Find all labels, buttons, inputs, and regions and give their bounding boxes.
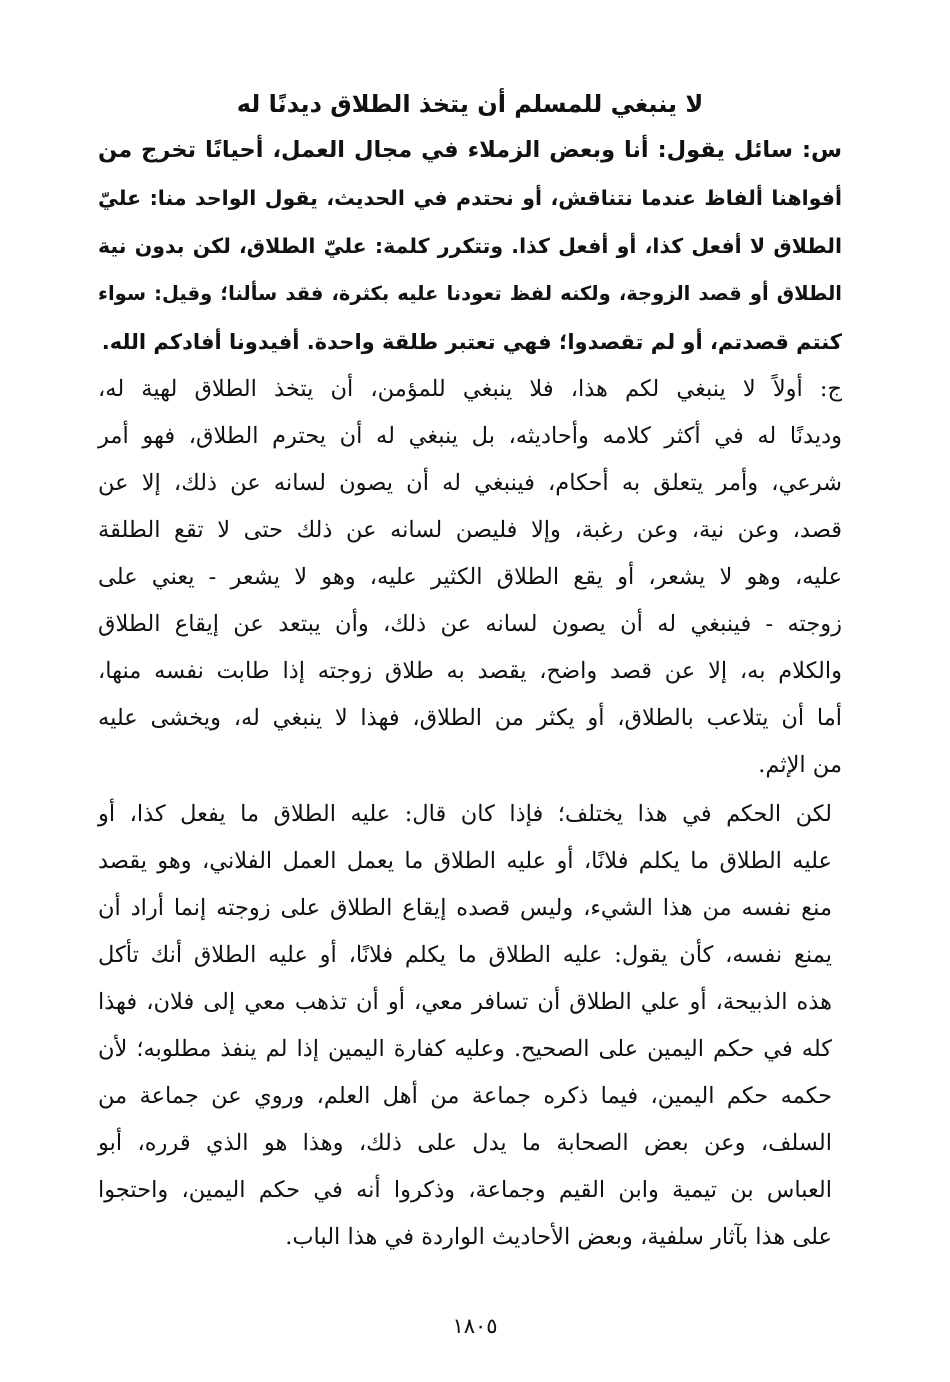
answer-line: قصد، وعن نية، وعن رغبة، وإلا فليصن لسانه عن ذلك حتى لا تقع الطلقة xyxy=(98,517,842,543)
answer-line: منع نفسه من هذا الشيء، وليس قصده إيقاع الطلاق على زوجته إنما أراد أن xyxy=(98,895,832,921)
answer-line: هذه الذبيحة، أو علي الطلاق أن تسافر معي، أو أن تذهب معي إلى فلان، فهذا xyxy=(98,989,832,1015)
answer-line: وديدنًا له في أكثر كلامه وأحاديثه، بل ينبغي له أن يحترم الطلاق، فهو أمر xyxy=(98,423,842,449)
answer-line: أما أن يتلاعب بالطلاق، أو يكثر من الطلاق، فهذا لا ينبغي له، ويخشى عليه xyxy=(98,705,842,731)
answer-line: زوجته - فينبغي له أن يصون لسانه عن ذلك، وأن يبتعد عن إيقاع الطلاق xyxy=(98,611,842,637)
answer-line: العباس بن تيمية وابن القيم وجماعة، وذكروا أنه في حكم اليمين، واحتجوا xyxy=(98,1177,832,1203)
question-line: س: سائل يقول: أنا وبعض الزملاء في مجال العمل، أحيانًا تخرج من xyxy=(98,137,842,163)
answer-line: والكلام به، إلا عن قصد واضح، يقصد به طلاق زوجته إذا طابت نفسه منها، xyxy=(98,658,842,684)
answer-line: ج: أولاً لا ينبغي لكم هذا، فلا ينبغي للمؤمن، أن يتخذ الطلاق لهية له، xyxy=(98,376,842,402)
page-body xyxy=(98,82,842,1261)
answer-paragraph-1 xyxy=(98,366,842,789)
question-line: كنتم قصدتم، أو لم تقصدوا؛ فهي تعتبر طلقة واحدة. أفيدونا أفادكم الله. xyxy=(101,330,842,354)
answer-line: عليه، وهو لا يشعر، أو يقع الطلاق الكثير عليه، وهو لا يشعر - يعني على xyxy=(98,564,842,590)
question-paragraph xyxy=(98,126,842,366)
answer-line: حكمه حكم اليمين، فيما ذكره جماعة من أهل العلم، وروي عن جماعة من xyxy=(98,1083,832,1109)
answer-line: عليه الطلاق ما يكلم فلانًا، أو عليه الطلاق ما يعمل العمل الفلاني، وهو يقصد xyxy=(98,848,832,874)
answer-line: يمنع نفسه، كأن يقول: عليه الطلاق ما يكلم فلانًا، أو عليه الطلاق أنك تأكل xyxy=(98,942,832,968)
answer-line: كله في حكم اليمين على الصحيح. وعليه كفارة اليمين إذا لم ينفذ مطلوبه؛ لأن xyxy=(98,1036,832,1062)
answer-line: لكن الحكم في هذا يختلف؛ فإذا كان قال: عليه الطلاق ما يفعل كذا، أو xyxy=(98,801,832,827)
fatwa-title: لا ينبغي للمسلم أن يتخذ الطلاق ديدنًا له xyxy=(236,90,704,118)
answer-line: السلف، وعن بعض الصحابة ما يدل على ذلك، وهذا هو الذي قرره، أبو xyxy=(98,1130,832,1156)
question-line: أفواهنا ألفاظ عندما نتناقش، أو نحتدم في الحديث، يقول الواحد منا: عليّ xyxy=(98,186,842,210)
page-number: ١٨٠٥ xyxy=(452,1314,498,1338)
answer-paragraph-2 xyxy=(98,791,842,1261)
answer-line: شرعي، وأمر يتعلق به أحكام، فينبغي له أن يصون لسانه عن ذلك، إلا عن xyxy=(98,470,842,496)
question-line: الطلاق أو قصد الزوجة، ولكنه لفظ تعودنا عليه بكثرة، فقد سألنا؛ وقيل: سواء xyxy=(98,282,842,305)
answer-line: من الإثم. xyxy=(758,752,842,778)
answer-line: على هذا بآثار سلفية، وبعض الأحاديث الواردة في هذا الباب. xyxy=(285,1224,832,1250)
question-line: الطلاق لا أفعل كذا، أو أفعل كذا. وتتكرر كلمة: عليّ الطلاق، لكن بدون نية xyxy=(98,234,842,258)
